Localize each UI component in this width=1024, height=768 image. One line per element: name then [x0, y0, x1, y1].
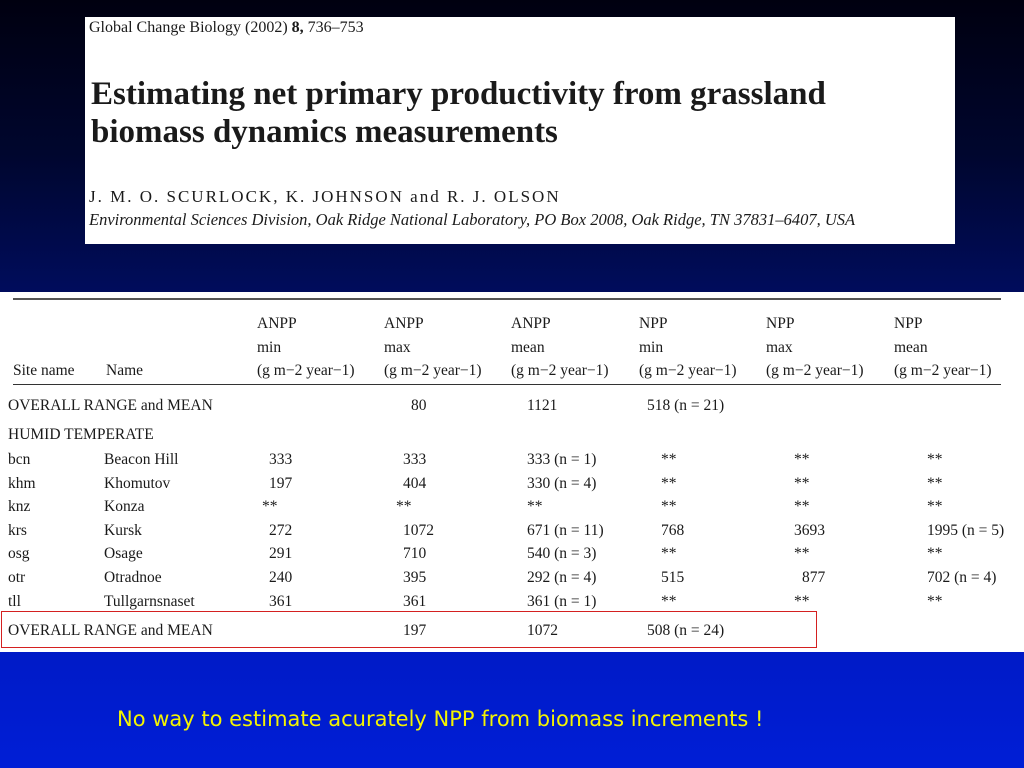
paper-title-line-2: biomass dynamics measurements — [91, 114, 558, 150]
row-tll-npp-mean: ** — [927, 592, 943, 610]
column-header-8-line-3: (g m−2 year−1) — [894, 362, 992, 379]
column-header-7-line-2: max — [766, 339, 793, 356]
paper-header-image — [85, 17, 955, 244]
row-krs-site: krs — [8, 521, 27, 539]
row-osg-anpp-mean: 540 (n = 3) — [527, 545, 597, 563]
column-header-8-line-2: mean — [894, 339, 928, 356]
overall-mean-highlight — [1, 611, 817, 648]
row-tll-site: tll — [8, 592, 21, 610]
journal-pages: 736–753 — [307, 19, 364, 36]
paper-authors: J. M. O. SCURLOCK, K. JOHNSON and R. J. OLSON — [89, 187, 561, 206]
row-tll-anpp-min: 361 — [269, 592, 293, 610]
row-osg-name: Osage — [104, 545, 143, 563]
row-krs-name: Kursk — [104, 521, 142, 539]
column-header-4-line-3: (g m−2 year−1) — [384, 362, 482, 379]
row-tll-anpp-mean: 361 (n = 1) — [527, 592, 597, 610]
row-bcn-anpp-max: 333 — [403, 451, 427, 468]
row-osg-npp-mean: ** — [927, 545, 943, 563]
overall-range-label: OVERALL RANGE and MEAN — [8, 397, 213, 414]
row-knz-site: knz — [8, 498, 31, 516]
row-bcn-site: bcn — [8, 451, 31, 468]
row-otr-anpp-max: 395 — [403, 569, 427, 586]
column-header-2-line-3: Name — [106, 362, 144, 379]
row-otr-npp-mean: 702 (n = 4) — [927, 569, 997, 586]
column-header-4-line-1: ANPP — [384, 315, 424, 332]
row-krs-anpp-mean: 671 (n = 11) — [527, 521, 604, 539]
column-header-3-line-1: ANPP — [257, 315, 297, 332]
journal-name: Global Change Biology (2002) — [89, 19, 288, 36]
slide-caption: No way to estimate acurately NPP from biomass increments ! — [117, 707, 764, 731]
column-header-6-line-2: min — [639, 339, 664, 356]
row-krs-npp-mean: 1995 (n = 5) — [927, 521, 1005, 539]
row-osg-npp-min: ** — [661, 545, 677, 563]
overall-range-mean: 518 (n = 21) — [647, 397, 725, 414]
row-krs-npp-max: 3693 — [794, 521, 825, 539]
row-bcn-npp-min: ** — [661, 451, 677, 468]
row-krs-npp-min: 768 — [661, 521, 685, 539]
column-header-6-line-3: (g m−2 year−1) — [639, 362, 737, 379]
table-top-rule — [13, 298, 1001, 300]
row-krs-anpp-max: 1072 — [403, 521, 434, 539]
row-bcn-name: Beacon Hill — [104, 451, 179, 468]
group-label: HUMID TEMPERATE — [8, 426, 154, 443]
journal-citation — [89, 19, 364, 37]
row-otr-name: Otradnoe — [104, 569, 162, 586]
row-khm-npp-mean: ** — [927, 474, 943, 492]
row-osg-anpp-max: 710 — [403, 545, 427, 563]
column-header-5-line-2: mean — [511, 339, 545, 356]
column-header-3-line-3: (g m−2 year−1) — [257, 362, 355, 379]
row-knz-npp-mean: ** — [927, 498, 943, 516]
row-bcn-npp-mean: ** — [927, 451, 943, 468]
column-header-4-line-2: max — [384, 339, 411, 356]
row-otr-npp-max: 877 — [802, 569, 826, 586]
column-header-6-line-1: NPP — [639, 315, 668, 332]
row-knz-npp-min: ** — [661, 498, 677, 516]
row-bcn-anpp-mean: 333 (n = 1) — [527, 451, 597, 468]
row-knz-anpp-min: ** — [262, 498, 278, 516]
column-header-3-line-2: min — [257, 339, 282, 356]
row-knz-anpp-max: ** — [396, 498, 412, 516]
row-otr-anpp-mean: 292 (n = 4) — [527, 569, 597, 586]
row-khm-anpp-min: 197 — [269, 474, 293, 492]
row-khm-npp-min: ** — [661, 474, 677, 492]
row-otr-site: otr — [8, 569, 26, 586]
row-tll-name: Tullgarnsnaset — [104, 592, 195, 610]
row-khm-name: Khomutov — [104, 474, 171, 492]
row-osg-npp-max: ** — [794, 545, 810, 563]
row-knz-anpp-mean: ** — [527, 498, 543, 516]
row-khm-anpp-max: 404 — [403, 474, 427, 492]
overall-range-bottom-max: 1072 — [527, 622, 558, 639]
row-osg-anpp-min: 291 — [269, 545, 293, 563]
row-khm-npp-max: ** — [794, 474, 810, 492]
row-bcn-anpp-min: 333 — [269, 451, 293, 468]
row-khm-site: khm — [8, 474, 36, 492]
row-bcn-npp-max: ** — [794, 451, 810, 468]
row-knz-name: Konza — [104, 498, 145, 516]
productivity-table — [0, 292, 1024, 652]
row-otr-npp-min: 515 — [661, 569, 685, 586]
overall-range-bottom-min: 197 — [403, 622, 427, 639]
paper-title-line-1: Estimating net primary productivity from grassland — [91, 76, 826, 112]
row-tll-anpp-max: 361 — [403, 592, 427, 610]
column-header-5-line-1: ANPP — [511, 315, 551, 332]
overall-range-max: 1121 — [527, 397, 558, 414]
row-otr-anpp-min: 240 — [269, 569, 293, 586]
column-header-7-line-1: NPP — [766, 315, 795, 332]
column-header-1-line-3: Site name — [13, 362, 75, 379]
column-header-5-line-3: (g m−2 year−1) — [511, 362, 609, 379]
column-header-8-line-1: NPP — [894, 315, 923, 332]
overall-range-bottom-mean: 508 (n = 24) — [647, 622, 725, 639]
overall-range-bottom-label: OVERALL RANGE and MEAN — [8, 622, 213, 639]
row-tll-npp-max: ** — [794, 592, 810, 610]
row-krs-anpp-min: 272 — [269, 521, 293, 539]
paper-title — [91, 75, 951, 151]
row-tll-npp-min: ** — [661, 592, 677, 610]
row-osg-site: osg — [8, 545, 30, 563]
paper-affiliation: Environmental Sciences Division, Oak Ridge National Laboratory, PO Box 2008, Oak Ridge, TN 37831–6407, USA — [89, 210, 856, 229]
row-khm-anpp-mean: 330 (n = 4) — [527, 474, 597, 492]
table-header-rule — [13, 384, 1001, 385]
overall-range-min: 80 — [411, 397, 427, 414]
column-header-7-line-3: (g m−2 year−1) — [766, 362, 864, 379]
row-knz-npp-max: ** — [794, 498, 810, 516]
journal-volume: 8, — [291, 19, 304, 36]
